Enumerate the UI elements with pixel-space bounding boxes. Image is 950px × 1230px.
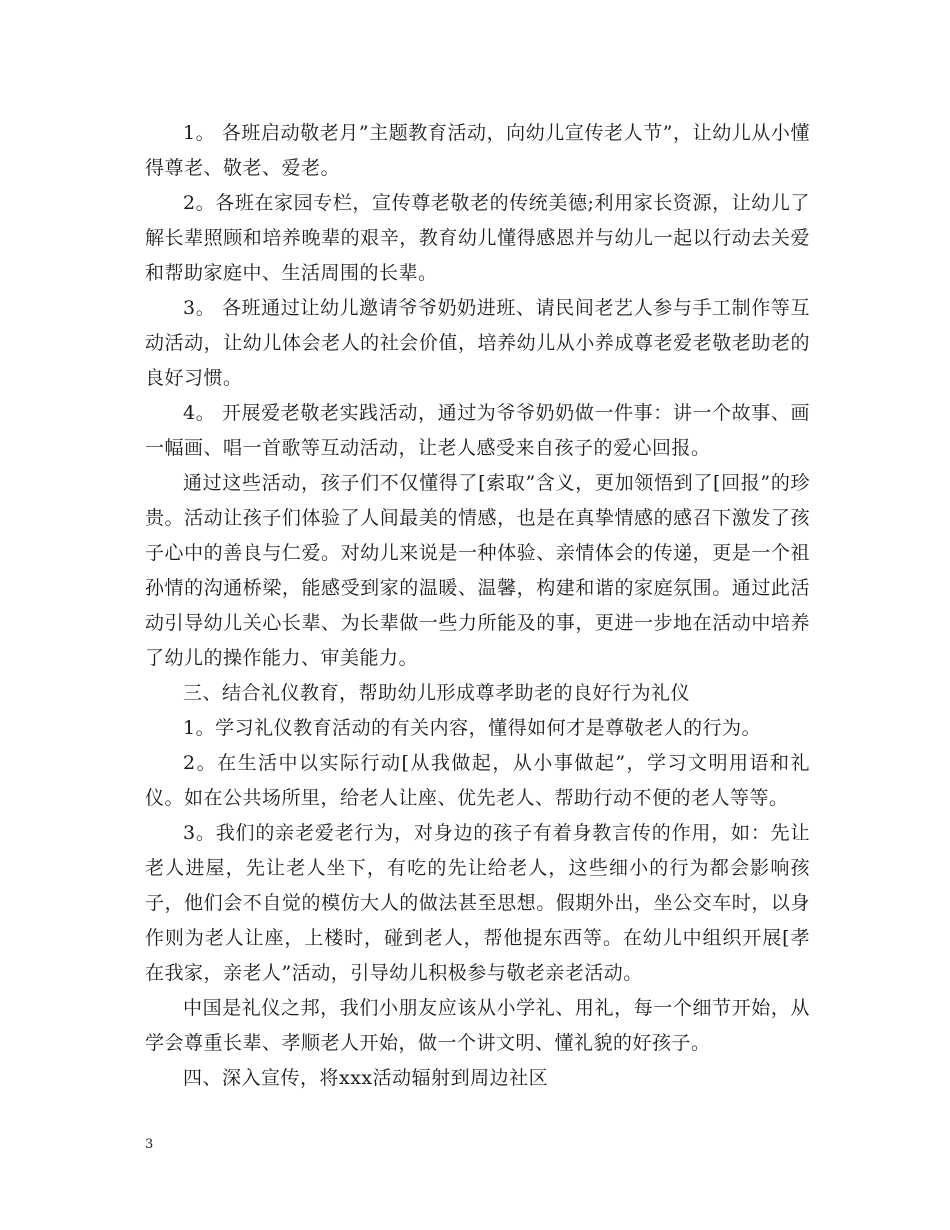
paragraph-activity-summary: 通过这些活动，孩子们不仅懂得了[索取”含义，更加领悟到了[回报”的珍贵。活动让孩子们体验了人间最美的情感，也是在真挚情感的感召下激发了孩子心中的善良与仁爱。对幼儿来说是一种体验、亲情体会的传递，更是一个祖孙情的沟通桥梁，能感受到家的温暖、温馨，构建和谐的家庭氛围。通过此活动引导幼儿关心长辈、为长辈做一些力所能及的事，更进一步地在活动中培养了幼儿的操作能力、审美能力。 bbox=[145, 472, 810, 669]
paragraph-etiquette-summary: 中国是礼仪之邦，我们小朋友应该从小学礼、用礼，每一个细节开始，从学会尊重长辈、孝顺老人开始，做一个讲文明、懂礼貌的好孩子。 bbox=[145, 997, 810, 1054]
paragraph-item-3: 3。 各班通过让幼儿邀请爷爷奶奶进班、请民间老艺人参与手工制作等互动活动，让幼儿体会老人的社会价值，培养幼儿从小养成尊老爱老敬老助老的良好习惯。 bbox=[145, 297, 810, 389]
paragraph-item-1: 1。 各班启动敬老月”主题教育活动，向幼儿宣传老人节”，让幼儿从小懂得尊老、敬老、爱老。 bbox=[145, 122, 810, 179]
page-number: 3 bbox=[145, 1137, 154, 1152]
paragraph-item-4: 4。 开展爱老敬老实践活动，通过为爷爷奶奶做一件事：讲一个故事、画一幅画、唱一首歌等互动活动，让老人感受来自孩子的爱心回报。 bbox=[145, 402, 810, 459]
paragraph-etiquette-2: 2。在生活中以实际行动[从我做起，从小事做起”，学习文明用语和礼仪。如在公共场所里，给老人让座、优先老人、帮助行动不便的老人等等。 bbox=[145, 752, 810, 809]
paragraph-etiquette-3: 3。我们的亲老爱老行为，对身边的孩子有着身教言传的作用，如：先让老人进屋，先让老人坐下，有吃的先让给老人，这些细小的行为都会影响孩子，他们会不自觉的模仿大人的做法甚至思想。假期外出，坐公交车时，以身作则为老人让座，上楼时，碰到老人，帮他提东西等。在幼儿中组织开展[孝在我家，亲老人”活动，引导幼儿积极参与敬老亲老活动。 bbox=[145, 822, 810, 984]
paragraph-etiquette-1: 1。学习礼仪教育活动的有关内容，懂得如何才是尊敬老人的行为。 bbox=[183, 717, 762, 739]
section-heading-4: 四、深入宣传，将xxx活动辐射到周边社区 bbox=[183, 1067, 549, 1089]
section-heading-3: 三、结合礼仪教育，帮助幼儿形成尊孝助老的良好行为礼仪 bbox=[183, 682, 691, 704]
paragraph-item-2: 2。各班在家园专栏，宣传尊老敬老的传统美德;利用家长资源，让幼儿了解长辈照顾和培养晚辈的艰辛，教育幼儿懂得感恩并与幼儿一起以行动去关爱和帮助家庭中、生活周围的长辈。 bbox=[145, 192, 810, 284]
document-body bbox=[145, 116, 810, 1096]
